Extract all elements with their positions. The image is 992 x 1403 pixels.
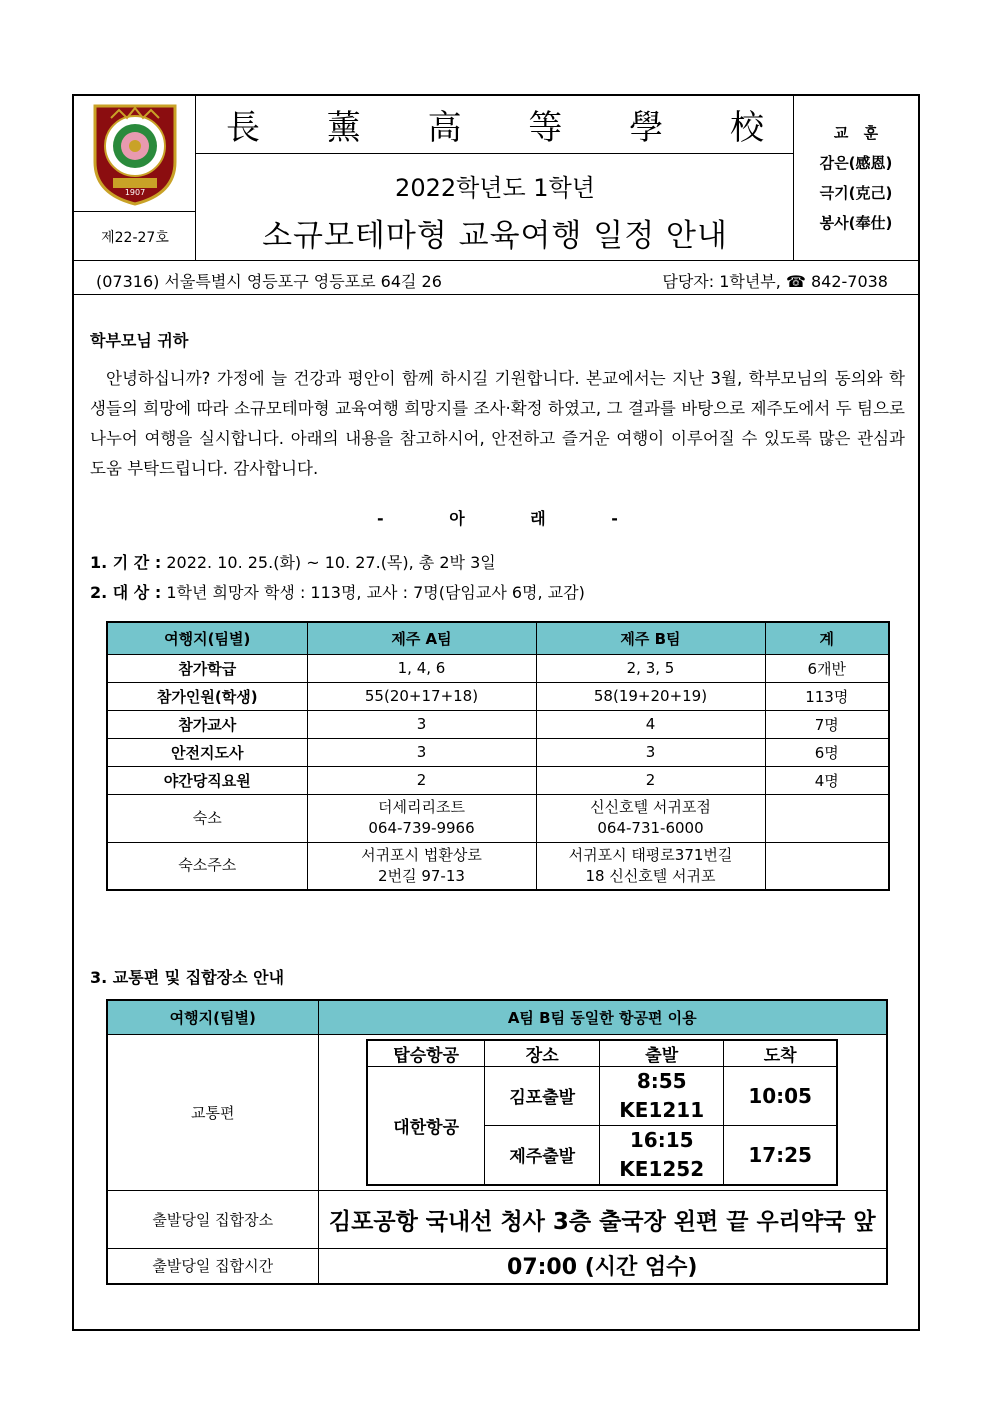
table-header: 계: [765, 622, 889, 654]
period-line: [90, 550, 496, 573]
transport-table: [106, 999, 888, 1285]
motto-item: 봉사(奉仕): [819, 214, 893, 232]
table-cell: 6개반: [765, 654, 889, 682]
header: [74, 96, 918, 261]
target-value: 1학년 희망자 학생 : 113명, 교사 : 7명(담임교사 6명, 교감): [166, 583, 585, 602]
school-name: 長 薰 高 等 學 校: [196, 96, 794, 154]
meeting-place: 김포공항 국내선 청사 3층 출국장 왼편 끝 우리약국 앞: [318, 1190, 887, 1248]
table-cell: [765, 794, 889, 842]
table-cell: [307, 842, 536, 890]
motto-item: 감은(感恩): [819, 154, 893, 172]
table-cell: 4: [536, 710, 765, 738]
meeting-time: 07:00 (시간 엄수): [318, 1248, 887, 1284]
table-header: 탑승항공: [367, 1040, 484, 1067]
motto-item: 극기(克己): [819, 184, 893, 202]
departure-cell: [600, 1125, 724, 1185]
table-cell: 3: [536, 738, 765, 766]
logo-box: [74, 96, 196, 212]
motto-heading: 교 훈: [833, 124, 879, 142]
flights-cell: [318, 1034, 887, 1190]
school-emblem-icon: [91, 102, 179, 206]
table-row: [107, 1248, 887, 1284]
table-row: [107, 794, 889, 842]
table-header-row: [367, 1040, 837, 1067]
table-cell: 113명: [765, 682, 889, 710]
row-label: 참가학급: [107, 654, 307, 682]
title-cell: [196, 96, 794, 261]
departure-time: 16:15: [629, 1127, 694, 1152]
table-row: [107, 766, 889, 794]
row-label: 교통편: [107, 1034, 318, 1190]
table-header: 출발: [600, 1040, 724, 1067]
period-value: 2022. 10. 25.(화) ~ 10. 27.(목), 총 2박 3일: [166, 553, 496, 572]
row-label: 참가교사: [107, 710, 307, 738]
table-cell: 3: [307, 710, 536, 738]
team-table: [106, 621, 890, 891]
departure-place: 제주출발: [485, 1125, 600, 1185]
arrival-time: 17:25: [724, 1125, 838, 1185]
address-line: 서귀포시 법환상로: [361, 845, 482, 864]
document-title: 소규모테마형 교육여행 일정 안내: [262, 218, 728, 254]
table-cell: 1, 4, 6: [307, 654, 536, 682]
flight-number: KE1211: [619, 1097, 705, 1122]
lodging-name: 신신호텔 서귀포점: [590, 798, 711, 816]
departure-time: 8:55: [636, 1068, 687, 1093]
address-bar: [74, 263, 918, 295]
motto-cell: [794, 96, 918, 261]
row-label: 참가인원(학생): [107, 682, 307, 710]
table-cell: 2, 3, 5: [536, 654, 765, 682]
school-address: (07316) 서울특별시 영등포구 영등포로 64길 26: [96, 272, 442, 291]
doc-number: 제22-27호: [101, 230, 169, 246]
table-header: A팀 B팀 동일한 항공편 이용: [318, 1000, 887, 1034]
letter-content: [90, 328, 905, 602]
table-cell: [307, 794, 536, 842]
table-row: [107, 682, 889, 710]
row-label: 숙소주소: [107, 842, 307, 890]
table-header: 여행지(팀별): [107, 1000, 318, 1034]
table-header: 여행지(팀별): [107, 622, 307, 654]
table-cell: 2: [307, 766, 536, 794]
contact-info: 담당자: 1학년부, ☎ 842-7038: [662, 272, 888, 291]
letter-body: 안녕하십니까? 가정에 늘 건강과 평안이 함께 하시길 기원합니다. 본교에서는 지난 3월, 학부모님의 동의와 학생들의 희망에 따라 소규모테마형 교육여행 희망지를 조사·확정 하였고, 그 결과를 바탕으로 제주도에서 두 팀으로 나누어 여행을 실시합니다. 아래의 내용을 참고하시어, 안전하고 즐거운 여행이 이루어질 수 있도록 많은 관심과 도움 부탁드립니다. 감사합니다.: [90, 369, 905, 478]
table-row: [107, 842, 889, 890]
row-label: 출발당일 집합시간: [107, 1248, 318, 1284]
logo-cell: [74, 96, 196, 261]
table-header: 도착: [724, 1040, 838, 1067]
row-label: 안전지도사: [107, 738, 307, 766]
table-cell: [536, 794, 765, 842]
table-row: [107, 1190, 887, 1248]
logo-year: 1907: [124, 188, 146, 197]
airline: 대한항공: [367, 1066, 484, 1185]
departure-cell: [600, 1066, 724, 1125]
table-cell: [536, 842, 765, 890]
table-row: [107, 738, 889, 766]
target-label: 2. 대 상 :: [90, 583, 162, 602]
lodging-phone: 064-731-6000: [597, 819, 704, 837]
table-row: [107, 710, 889, 738]
target-line: [90, 580, 585, 603]
period-label: 1. 기 간 :: [90, 553, 162, 572]
table-row: [107, 654, 889, 682]
section3-title: 3. 교통편 및 집합장소 안내: [90, 968, 285, 987]
arrival-time: 10:05: [724, 1066, 838, 1125]
address-line: 서귀포시 태평로371번길: [568, 845, 733, 864]
table-row: [107, 1034, 887, 1190]
row-label: 야간당직요원: [107, 766, 307, 794]
table-cell: 58(19+20+19): [536, 682, 765, 710]
row-label: 출발당일 집합장소: [107, 1190, 318, 1248]
document-frame: [72, 94, 920, 1331]
year-line: 2022학년도 1학년: [395, 174, 595, 202]
table-cell: [765, 842, 889, 890]
table-cell: 4명: [765, 766, 889, 794]
table-cell: 2: [536, 766, 765, 794]
table-cell: 55(20+17+18): [307, 682, 536, 710]
table-header: 장소: [485, 1040, 600, 1067]
table-header: 제주 A팀: [307, 622, 536, 654]
row-label: 숙소: [107, 794, 307, 842]
address-line: 2번길 97-13: [378, 866, 465, 885]
table-cell: 3: [307, 738, 536, 766]
table-cell: 7명: [765, 710, 889, 738]
flight-number: KE1252: [619, 1156, 705, 1181]
below-heading: - 아 래 -: [377, 509, 618, 528]
greeting: 학부모님 귀하: [90, 331, 189, 350]
table-row: [367, 1066, 837, 1125]
table-header: 제주 B팀: [536, 622, 765, 654]
flight-table: [366, 1039, 838, 1186]
address-line: 18 신신호텔 서귀포: [585, 866, 716, 885]
departure-place: 김포출발: [485, 1066, 600, 1125]
lodging-name: 더세리리조트: [378, 798, 465, 816]
lodging-phone: 064-739-9966: [368, 819, 475, 837]
table-header-row: [107, 622, 889, 654]
table-header-row: [107, 1000, 887, 1034]
table-cell: 6명: [765, 738, 889, 766]
